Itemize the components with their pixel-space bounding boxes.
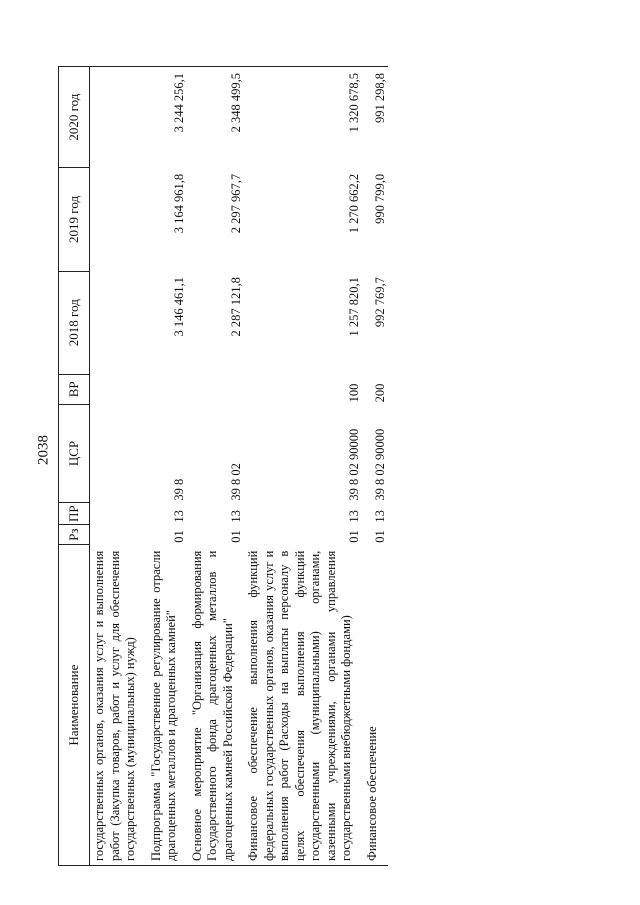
row-2019: 1 270 662,2 — [347, 173, 361, 234]
row-rz: 01 — [228, 530, 243, 543]
row-vr — [147, 374, 188, 404]
header-csr: ЦСР — [59, 404, 90, 502]
budget-table — [58, 66, 388, 866]
row-name: Финансовое обеспечение — [363, 545, 389, 866]
row-2019: 2 297 967,7 — [228, 173, 243, 234]
row-2020: 3 244 256,1 — [147, 67, 188, 168]
row-rz: 01 — [172, 530, 186, 543]
row-2020 — [90, 67, 147, 168]
table-row — [147, 67, 188, 866]
table-row — [90, 67, 147, 866]
row-2018: 1 257 820,1 — [347, 277, 361, 337]
row-2018 — [90, 271, 147, 374]
row-2018: 3 146 461,1 — [172, 277, 186, 337]
table-row — [244, 67, 363, 866]
header-2018: 2018 год — [59, 271, 90, 374]
row-2019 — [90, 168, 147, 271]
page-number: 2038 — [35, 435, 52, 465]
row-2020: 2 348 499,5 — [188, 67, 245, 168]
row-rz — [90, 525, 147, 545]
row-csr: 39 8 02 90000 — [372, 428, 387, 501]
row-2019: 3 164 961,8 — [172, 173, 186, 234]
row-pr: 13 — [228, 510, 243, 523]
row-name: Финансовое обеспечение выполнения функций федеральных государственных органов, оказания услуг и выполнения работ (Расходы на выплаты персоналу в целях обеспечения выполнения функций государственными (муниципальными) органами, казенными учреждениями, органами управления государственными внебюджетными фондами) — [244, 545, 363, 866]
row-csr: 39 8 02 90000 — [347, 428, 361, 501]
row-2019: 990 799,0 — [372, 173, 387, 224]
row-name: Основное мероприятие "Организация формирования Государственного фонда драгоценных металлов и драгоценных камней Российской Федерации" — [188, 545, 245, 866]
row-pr — [90, 503, 147, 525]
rotated-page — [58, 66, 618, 866]
row-vr — [90, 374, 147, 404]
row-vr: 200 — [372, 383, 387, 403]
header-2019: 2019 год — [59, 168, 90, 271]
header-vr: ВР — [59, 374, 90, 404]
row-rz: 01 — [347, 530, 361, 543]
header-pr: ПР — [59, 503, 90, 525]
row-csr: 39 8 — [172, 478, 186, 501]
row-rz: 01 — [372, 530, 387, 543]
row-2018: 2 287 121,8 — [228, 277, 243, 337]
header-2020: 2020 год — [59, 67, 90, 168]
table-row — [188, 67, 245, 866]
table-header-row — [59, 67, 90, 866]
row-pr: 13 — [347, 510, 361, 523]
row-2020: 991 298,8 — [363, 67, 389, 168]
row-pr: 13 — [172, 510, 186, 523]
row-csr: 39 8 02 — [228, 463, 243, 501]
header-rz: Рз — [59, 525, 90, 545]
header-name: Наименование — [59, 545, 90, 866]
row-2018: 992 769,7 — [372, 277, 387, 328]
row-name: государственных органов, оказания услуг и выполнения работ (Закупка товаров, работ и услуг для обеспечения государственных (муниципальных) нужд) — [90, 545, 147, 866]
row-csr — [90, 404, 147, 502]
row-vr: 100 — [347, 383, 361, 403]
budget-table-sheet — [58, 66, 618, 866]
table-row — [363, 67, 389, 866]
row-name: Подпрограмма "Государственное регулирование отрасли драгоценных металлов и драгоценных камней" — [147, 545, 188, 866]
row-vr — [188, 374, 245, 404]
row-2020: 1 320 678,5 — [244, 67, 363, 168]
row-pr: 13 — [372, 510, 387, 523]
